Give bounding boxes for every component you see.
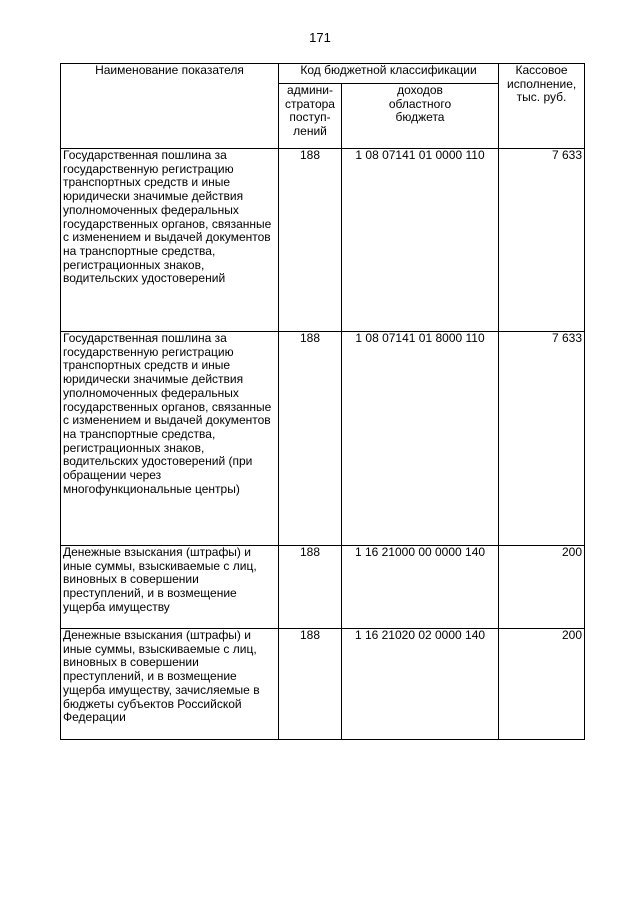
table-row bbox=[61, 546, 585, 629]
header-amount bbox=[499, 64, 585, 149]
row-income-code: 1 08 07141 01 8000 110 bbox=[342, 332, 499, 546]
row-admin-code: 188 bbox=[279, 332, 342, 546]
row-name: Государственная пошлина за государственную регистрацию транспортных средств и иные юридически значимые действия уполномоченных федеральных государственных органов, связанные с изменением и выдачей документов на транспортные средства, регистрационных знаков, водительских удостоверений (при обращении через многофункциональные центры) bbox=[63, 331, 272, 496]
row-amount: 7 633 bbox=[499, 149, 585, 332]
row-name: Денежные взыскания (штрафы) и иные суммы, взыскиваемые с лиц, виновных в совершении преступлений, и в возмещение ущерба имуществу bbox=[63, 545, 257, 614]
budget-table bbox=[60, 63, 585, 740]
page-number: 171 bbox=[309, 30, 331, 45]
header-administrator bbox=[279, 84, 342, 149]
row-income-code: 1 08 07141 01 0000 110 bbox=[342, 149, 499, 332]
table-row bbox=[61, 332, 585, 546]
header-amount-label: Кассовое исполнение, тыс. руб. bbox=[507, 63, 577, 105]
row-amount: 200 bbox=[499, 629, 585, 740]
header-income bbox=[342, 84, 499, 149]
header-code-group: Код бюджетной классификации bbox=[279, 64, 499, 84]
row-amount: 7 633 bbox=[499, 332, 585, 546]
row-name-cell bbox=[61, 149, 279, 332]
row-name: Денежные взыскания (штрафы) и иные суммы, взыскиваемые с лиц, виновных в совершении преступлений, и в возмещение ущерба имуществу, зачисляемые в бюджеты субъектов Российской Федерации bbox=[63, 628, 260, 725]
table-row bbox=[61, 149, 585, 332]
header-name: Наименование показателя bbox=[61, 64, 279, 149]
row-amount: 200 bbox=[499, 546, 585, 629]
header-row-top bbox=[61, 64, 585, 84]
row-admin-code: 188 bbox=[279, 149, 342, 332]
row-name: Государственная пошлина за государственную регистрацию транспортных средств и иные юридически значимые действия уполномоченных федеральных государственных органов, связанные с изменением и выдачей документов на транспортные средства, регистрационных знаков, водительских удостоверений bbox=[63, 148, 272, 286]
header-income-label: доходов областного бюджета bbox=[388, 83, 452, 125]
row-name-cell bbox=[61, 332, 279, 546]
table-row bbox=[61, 629, 585, 740]
row-admin-code: 188 bbox=[279, 546, 342, 629]
row-admin-code: 188 bbox=[279, 629, 342, 740]
row-income-code: 1 16 21020 02 0000 140 bbox=[342, 629, 499, 740]
header-administrator-label: админи-стратора поступ-лений bbox=[285, 83, 335, 139]
row-name-cell bbox=[61, 546, 279, 629]
row-name-cell bbox=[61, 629, 279, 740]
row-income-code: 1 16 21000 00 0000 140 bbox=[342, 546, 499, 629]
